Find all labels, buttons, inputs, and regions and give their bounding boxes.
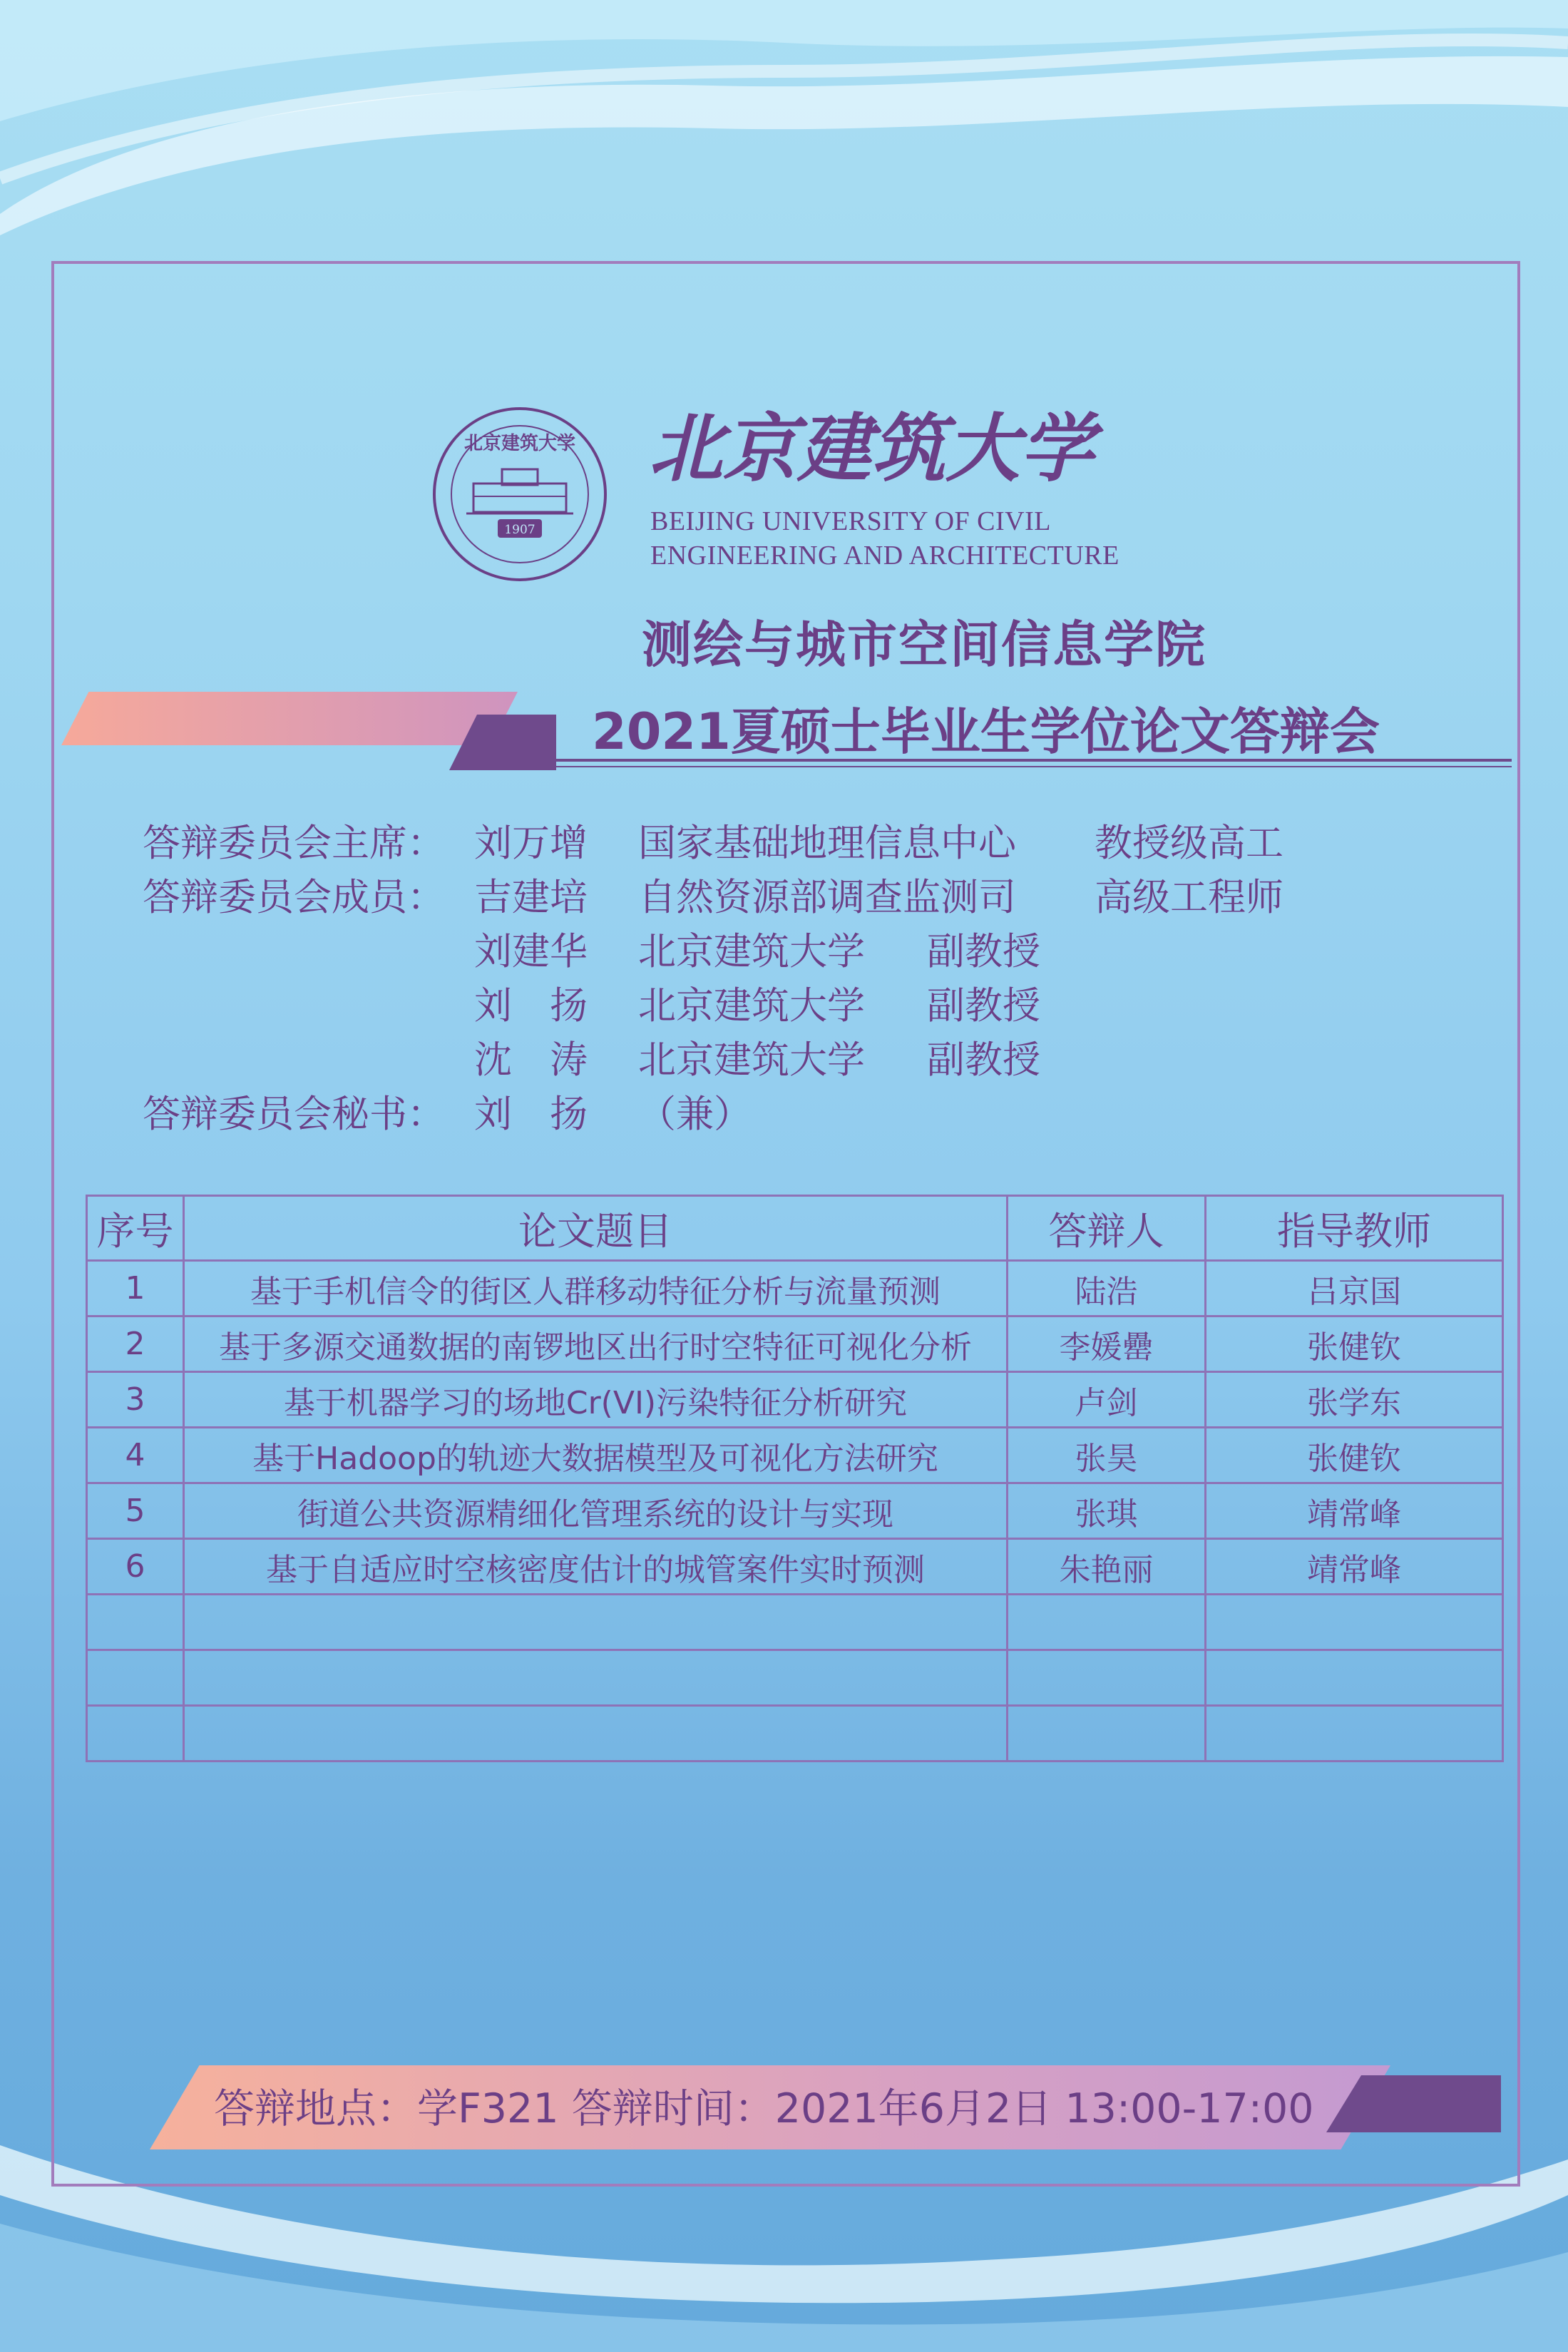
row-thesis-title: 基于自适应时空核密度估计的城管案件实时预测	[184, 1539, 1008, 1595]
committee-title: 教授级高工	[1095, 822, 1283, 865]
event-title: 2021夏硕士毕业生学位论文答辩会	[592, 702, 1380, 761]
svg-text:北京建筑大学: 北京建筑大学	[649, 404, 1095, 492]
row-thesis-title	[184, 1650, 1008, 1706]
committee-org: 北京建筑大学	[638, 1038, 865, 1082]
row-advisor	[1206, 1650, 1503, 1706]
university-seal-icon	[431, 405, 609, 583]
row-candidate	[1008, 1595, 1206, 1650]
table-row	[87, 1372, 1503, 1428]
row-index: 4	[87, 1428, 184, 1483]
title-underline-thin	[556, 766, 1512, 767]
seal-year: 1907	[504, 523, 536, 537]
header-candidate: 答辩人	[1008, 1196, 1206, 1261]
row-advisor: 靖常峰	[1206, 1483, 1503, 1539]
table-row	[87, 1261, 1503, 1316]
row-thesis-title	[184, 1595, 1008, 1650]
row-index	[87, 1595, 184, 1650]
table-row	[87, 1483, 1503, 1539]
row-candidate	[1008, 1650, 1206, 1706]
committee-role: 答辩委员会秘书：	[143, 1093, 445, 1136]
venue-time: 答辩地点：学F321 答辩时间：2021年6月2日 13:00-17:00	[214, 2085, 1314, 2132]
header-advisor: 指导教师	[1206, 1196, 1503, 1261]
row-candidate: 张昊	[1008, 1428, 1206, 1483]
row-candidate: 陆浩	[1008, 1261, 1206, 1316]
row-candidate: 卢剑	[1008, 1372, 1206, 1428]
committee-name: 刘建华	[474, 930, 588, 973]
committee-title: 高级工程师	[1095, 876, 1283, 919]
row-index: 3	[87, 1372, 184, 1428]
row-advisor: 张健钦	[1206, 1316, 1503, 1372]
row-thesis-title	[184, 1706, 1008, 1762]
table-row	[87, 1650, 1503, 1706]
committee-title: 副教授	[927, 984, 1040, 1028]
row-thesis-title: 基于手机信令的街区人群移动特征分析与流量预测	[184, 1261, 1008, 1316]
college-name: 测绘与城市空间信息学院	[642, 615, 1206, 674]
row-index: 5	[87, 1483, 184, 1539]
committee-name: 吉建培	[474, 876, 588, 919]
committee-org: （兼）	[638, 1093, 752, 1136]
committee-name: 刘 扬	[474, 984, 588, 1028]
committee-org: 北京建筑大学	[638, 930, 865, 973]
table-row	[87, 1316, 1503, 1372]
row-candidate	[1008, 1706, 1206, 1762]
committee-row	[143, 976, 1497, 1030]
row-candidate: 朱艳丽	[1008, 1539, 1206, 1595]
committee-name: 刘万增	[474, 822, 588, 865]
header-index: 序号	[87, 1196, 184, 1261]
row-thesis-title: 基于多源交通数据的南锣地区出行时空特征可视化分析	[184, 1316, 1008, 1372]
university-name-en: BEIJING UNIVERSITY OF CIVIL ENGINEERING AND ARCHITECTURE	[650, 506, 1119, 571]
row-advisor: 张学东	[1206, 1372, 1503, 1428]
table-row	[87, 1706, 1503, 1762]
committee-org: 国家基础地理信息中心	[638, 822, 1016, 865]
table-header-row	[87, 1196, 1503, 1261]
title-ribbon-accent	[61, 692, 518, 745]
header-title: 论文题目	[184, 1196, 1008, 1261]
committee-name: 刘 扬	[474, 1093, 588, 1136]
row-index: 1	[87, 1261, 184, 1316]
university-name-cn	[649, 399, 1148, 492]
table-row	[87, 1595, 1503, 1650]
committee-role: 答辩委员会主席：	[143, 822, 445, 865]
committee-title: 副教授	[927, 930, 1040, 973]
row-index: 6	[87, 1539, 184, 1595]
row-thesis-title: 基于Hadoop的轨迹大数据模型及可视化方法研究	[184, 1428, 1008, 1483]
committee-list	[143, 813, 1497, 1138]
row-advisor: 张健钦	[1206, 1428, 1503, 1483]
committee-row	[143, 867, 1497, 921]
committee-title: 副教授	[927, 1038, 1040, 1082]
row-index	[87, 1650, 184, 1706]
committee-org: 自然资源部调查监测司	[638, 876, 1016, 919]
seal-name: 北京建筑大学	[463, 433, 576, 454]
row-advisor: 吕京国	[1206, 1261, 1503, 1316]
thesis-table	[86, 1195, 1504, 1762]
row-index: 2	[87, 1316, 184, 1372]
row-candidate: 李媛罍	[1008, 1316, 1206, 1372]
committee-row	[143, 1084, 1497, 1138]
committee-row	[143, 921, 1497, 976]
committee-row	[143, 813, 1497, 867]
committee-role: 答辩委员会成员：	[143, 876, 445, 919]
committee-row	[143, 1030, 1497, 1084]
row-index	[87, 1706, 184, 1762]
table-row	[87, 1428, 1503, 1483]
row-advisor	[1206, 1706, 1503, 1762]
row-thesis-title: 基于机器学习的场地Cr(VI)污染特征分析研究	[184, 1372, 1008, 1428]
table-row	[87, 1539, 1503, 1595]
row-advisor: 靖常峰	[1206, 1539, 1503, 1595]
committee-name: 沈 涛	[474, 1038, 588, 1082]
top-wave-decoration	[0, 0, 1568, 235]
row-thesis-title: 街道公共资源精细化管理系统的设计与实现	[184, 1483, 1008, 1539]
committee-org: 北京建筑大学	[638, 984, 865, 1028]
row-advisor	[1206, 1595, 1503, 1650]
row-candidate: 张琪	[1008, 1483, 1206, 1539]
